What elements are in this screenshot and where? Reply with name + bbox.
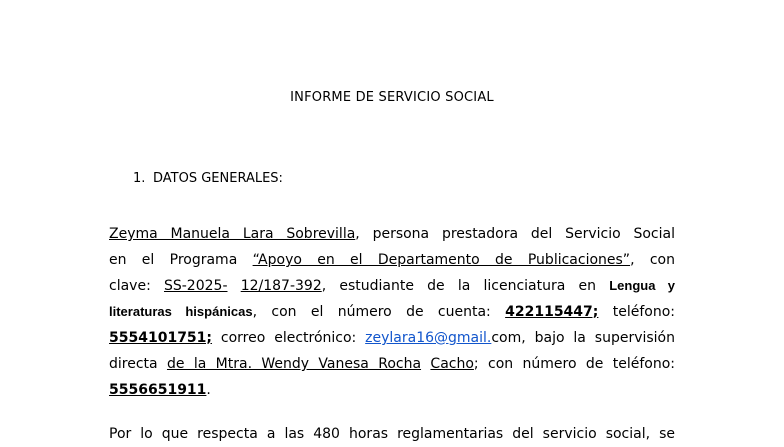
text-run: , con el número de cuenta: (252, 304, 506, 320)
paragraph-line (109, 247, 675, 273)
text-run: , estudiante de la licenciatura en (321, 278, 610, 294)
program-name: “Apoyo en el Departamento de Publicaciones” (252, 252, 631, 268)
program-key-part2: 12/187-392 (240, 278, 322, 294)
text-run: com, bajo la supervisión (491, 330, 675, 346)
paragraph-line (109, 351, 675, 377)
text-run (228, 278, 241, 294)
section-label: DATOS GENERALES: (153, 171, 283, 186)
supervisor-surname: Cacho (430, 356, 474, 372)
text-run: correo electrónico: (212, 330, 366, 346)
paragraph-line (109, 221, 675, 247)
student-name: Zeyma Manuela Lara Sobrevilla (109, 226, 356, 242)
account-number: 422115447; (505, 304, 599, 320)
document-title: INFORME DE SERVICIO SOCIAL (290, 90, 494, 105)
text-run: . (206, 382, 211, 398)
section-number: 1. (133, 171, 146, 186)
text-run: , persona prestadora del Servicio Social (355, 226, 675, 242)
paragraph-line (109, 325, 675, 351)
text-run: teléfono: (598, 304, 675, 320)
email-link[interactable]: zeylara16@gmail. (365, 330, 492, 346)
supervisor-name: de la Mtra. Wendy Vanesa Rocha (166, 356, 422, 372)
text-run: clave: (109, 278, 164, 294)
student-phone: 5554101751; (109, 330, 213, 346)
program-key-part1: SS-2025- (163, 278, 228, 294)
text-run: directa (109, 356, 167, 372)
paragraph-hours (109, 421, 675, 447)
text-run: en el Programa (109, 252, 253, 268)
degree-name: Lengua y (609, 278, 676, 293)
section-heading (133, 171, 283, 186)
paragraph-line: Por lo que respecta a las 480 horas reglamentarias del servicio social, se (109, 426, 675, 442)
paragraph-line (109, 299, 675, 325)
supervisor-phone: 5556651911 (109, 382, 207, 398)
paragraph-line (109, 377, 675, 403)
text-run: , con (630, 252, 675, 268)
paragraph-line (109, 273, 675, 299)
degree-name-cont: literaturas hispánicas (109, 304, 253, 319)
text-run: ; con número de teléfono: (473, 356, 675, 372)
paragraph-general-data (109, 221, 675, 403)
